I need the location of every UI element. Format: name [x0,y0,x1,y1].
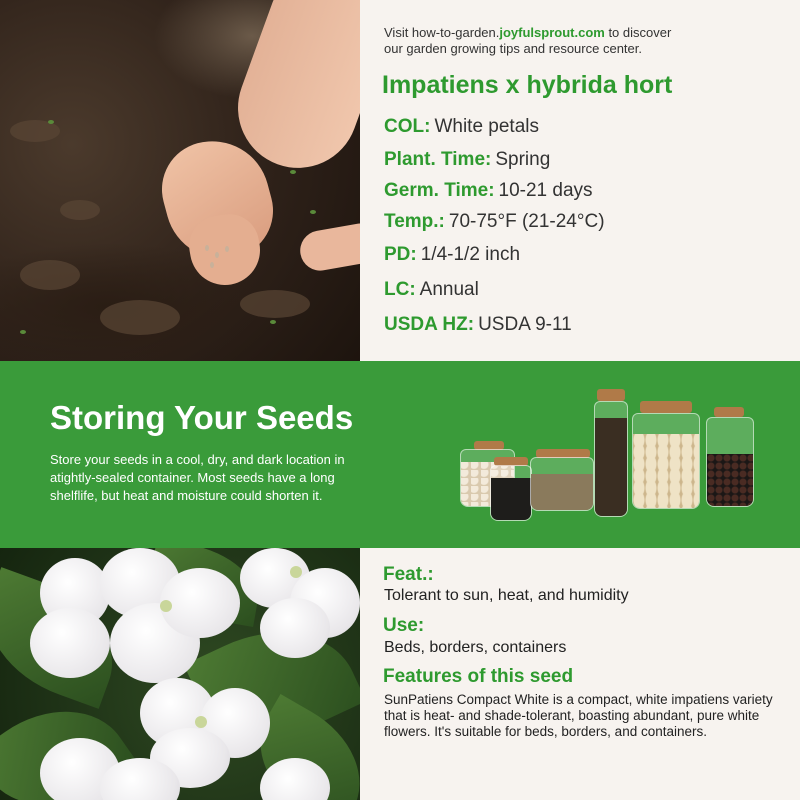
website-link[interactable]: joyfulsprout.com [499,25,605,40]
spec-color: COL: White petals [384,116,539,137]
sowing-seeds-photo [0,0,360,361]
spec-germination-time: Germ. Time: 10-21 days [384,180,593,201]
spec-life-cycle: LC: Annual [384,279,479,300]
spec-hardiness-zone: USDA HZ: USDA 9-11 [384,314,572,335]
seed-features-heading: Features of this seed [383,666,574,687]
seed-features-text: SunPatiens Compact White is a compact, white impatiens variety that is heat- and shade-tolerant, boasting abundant, pure white flowers. It's suitable for beds, borders, and containers. [384,692,773,739]
storing-seeds-description: Store your seeds in a cool, dry, and dark location in atightly-sealed container. Most seeds have a long shelflife, but heat and moisture could shorten it. [50,452,345,503]
feat-label: Feat.: [383,564,434,585]
plant-info-panel [360,0,800,361]
feat-value: Tolerant to sun, heat, and humidity [384,587,629,604]
impatiens-flower-photo [0,548,360,800]
spec-temperature: Temp.: 70-75°F (21-24°C) [384,211,605,232]
spec-planting-depth: PD: 1/4-1/2 inch [384,244,521,265]
storing-seeds-band [0,361,800,548]
storing-seeds-title: Storing Your Seeds [50,399,354,436]
species-title: Impatiens x hybrida hort [382,71,673,99]
spec-planting-time: Plant. Time: Spring [384,149,551,170]
visit-website-text: Visit how-to-garden.joyfulsprout.com to discover our garden growing tips and resource center. [384,25,672,56]
use-label: Use: [383,615,425,636]
features-panel [360,548,800,800]
use-value: Beds, borders, containers [384,639,567,656]
top-section [0,0,800,361]
